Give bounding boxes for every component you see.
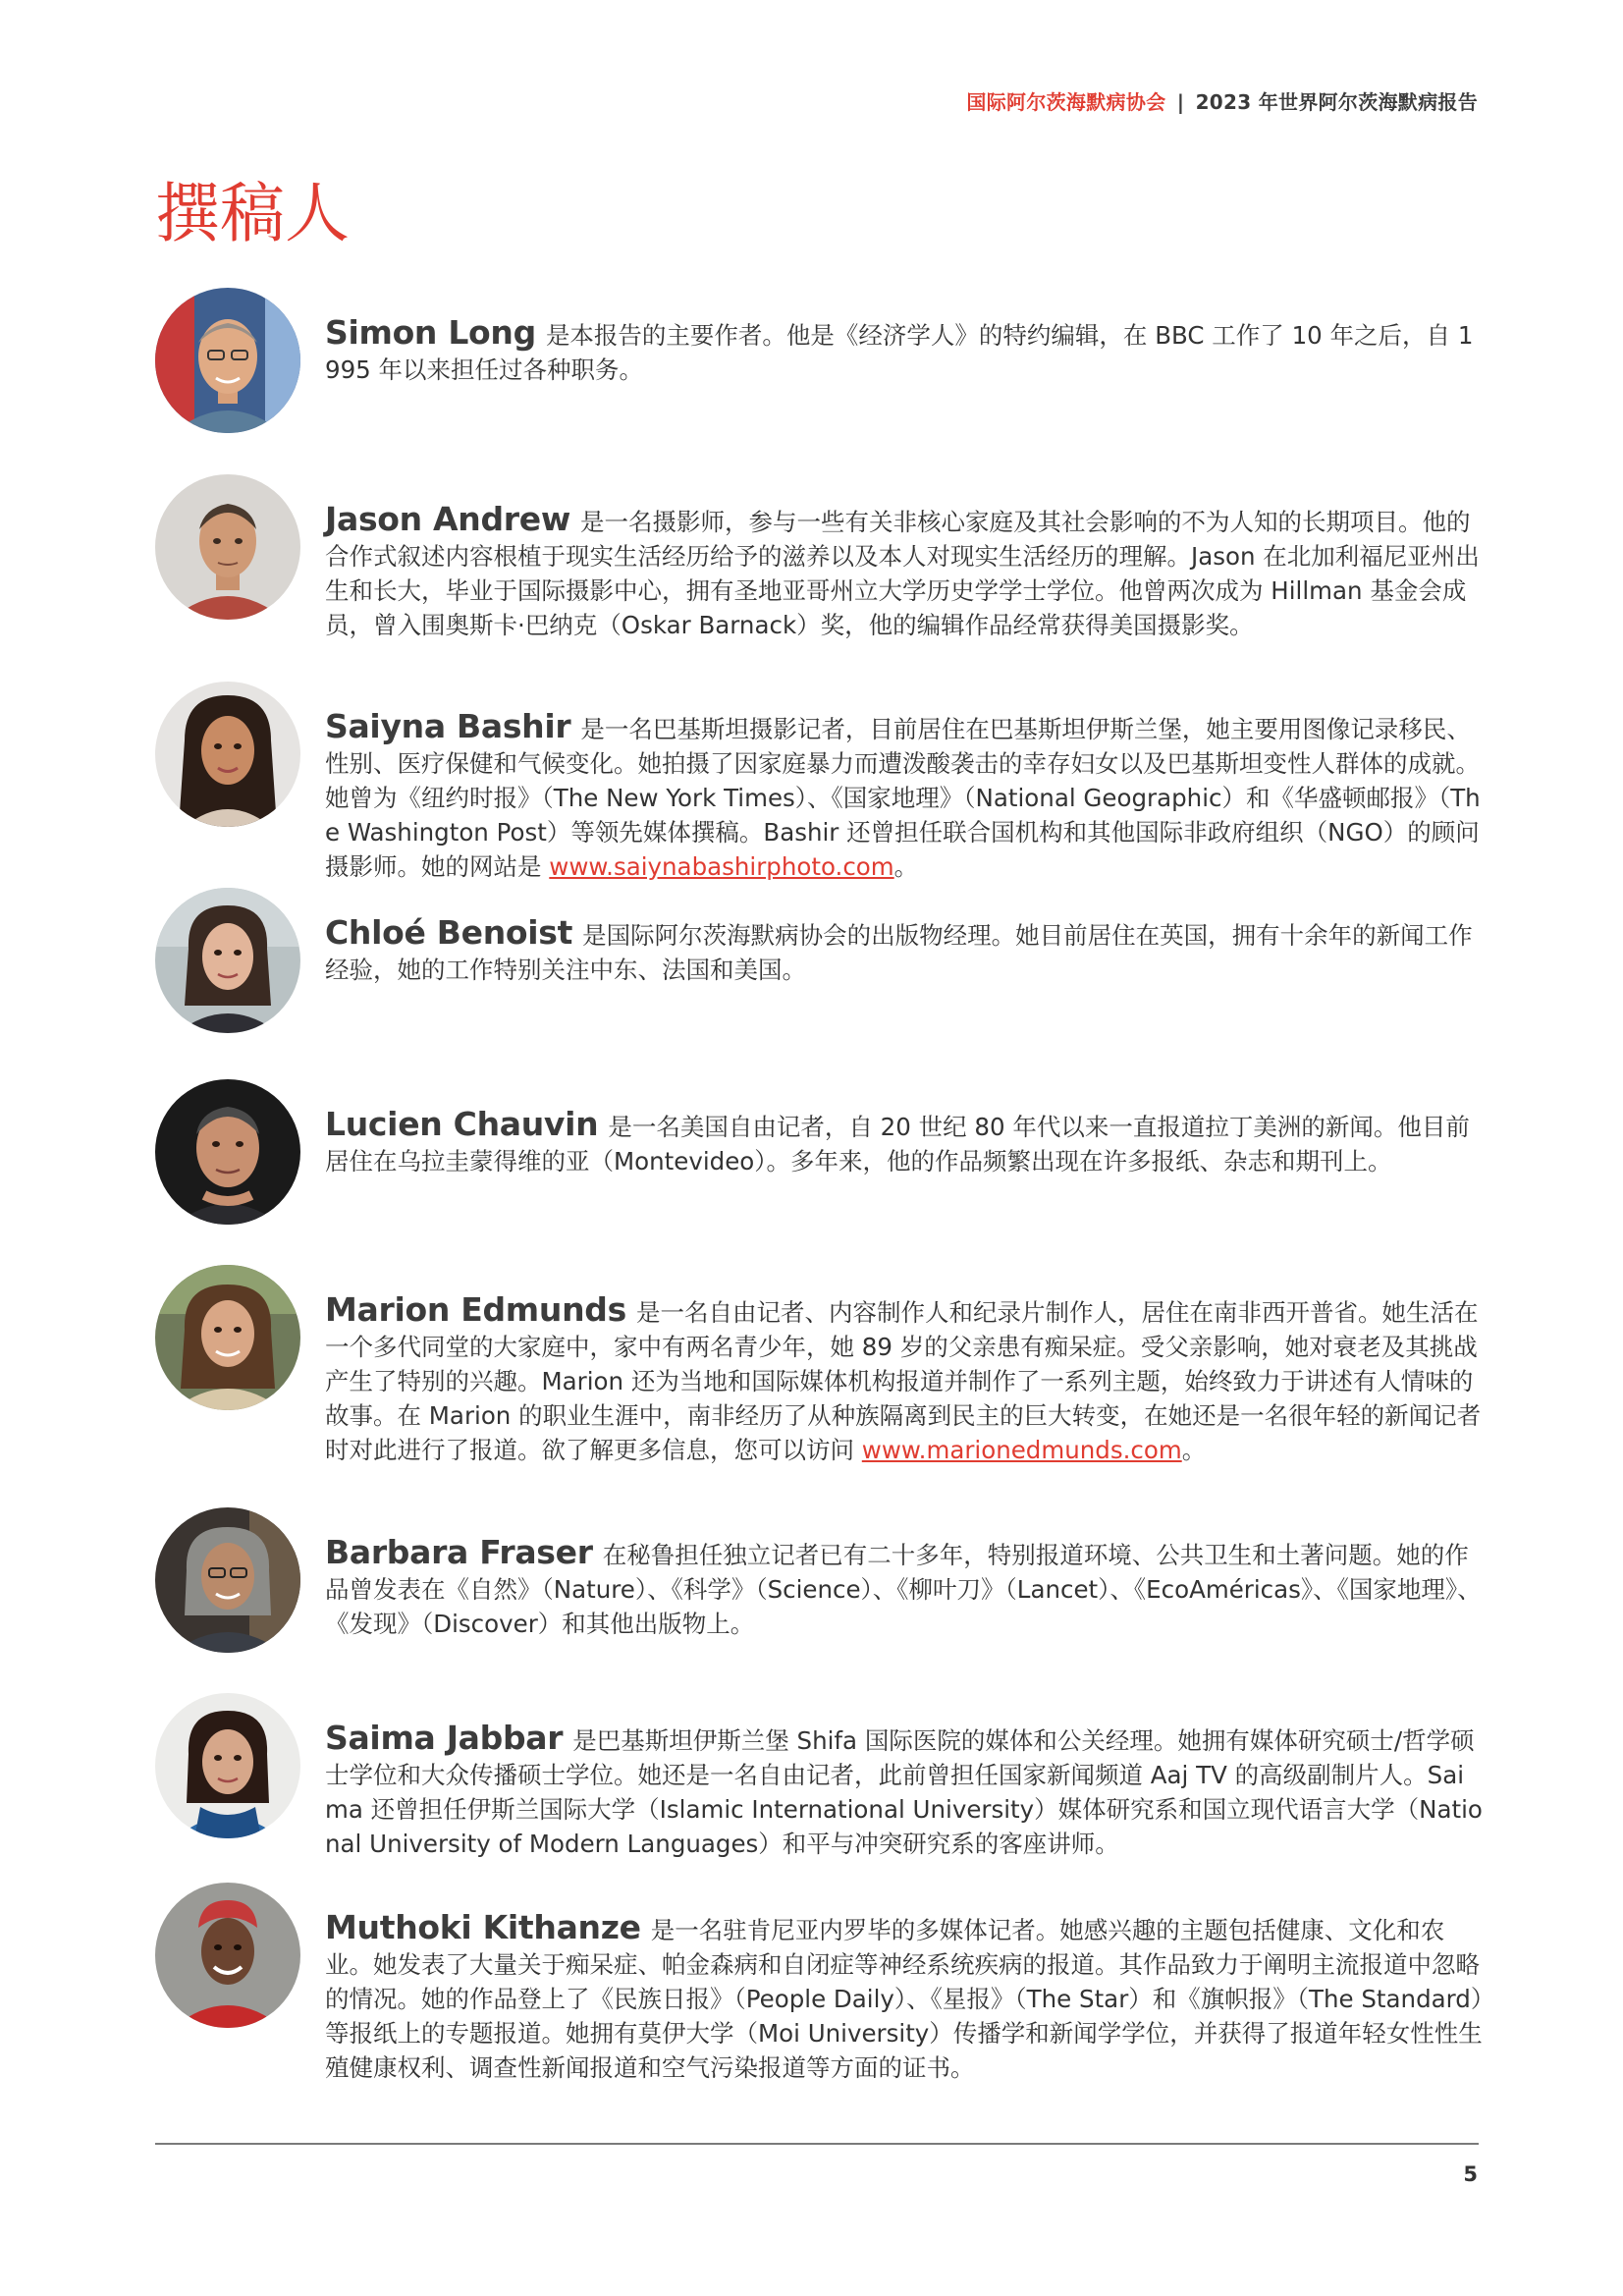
bio-text: 是一名驻肯尼亚内罗毕的多媒体记者。她感兴趣的主题包括健康、文化和农业。她发表了大量关于痴呆症、帕金森病和自闭症等神经系统疾病的报道。其作品致力于阐明主流报道中忽略的情况。她的作品登上了《民族日报》（People Daily）、《星报》（The Star）和《旗帜报》（The Standard）等报纸上的专题报道。她拥有莫伊大学（Moi University）传播学和新闻学学位，并获得了报道年轻女性性生殖健康权利、调查性新闻报道和空气污染报道等方面的证书。 [325,1916,1484,2082]
portrait-image [155,1507,300,1653]
contributor-name: Chloé Benoist [325,913,573,952]
avatar-photo [155,682,300,827]
contributor-name: Lucien Chauvin [325,1105,599,1143]
avatar-photo [155,474,300,620]
bio-text: 是本报告的主要作者。他是《经济学人》的特约编辑，在 BBC 工作了 10 年之后，自 1995 年以来担任过各种职务。 [325,321,1474,384]
bio-text: 是一名巴基斯坦摄影记者，目前居住在巴基斯坦伊斯兰堡，她主要用图像记录移民、性别、医疗保健和气候变化。她拍摄了因家庭暴力而遭泼酸袭击的幸存妇女以及巴基斯坦变性人群体的成就。她曾为《纽约时报》（The New York Times）、《国家地理》（National Geographic）和《华盛顿邮报》（The Washington Post）等领先媒体撰稿。Bashir 还曾担任联合国机构和其他国际非政府组织（NGO）的顾问摄影师。她的网站是 [325,715,1481,881]
header-organization: 国际阿尔茨海默病协会 [966,90,1166,114]
contributor-bio [325,1292,1484,1467]
contributor-name: Saima Jabbar [325,1719,564,1757]
contributor-bio [325,709,1484,884]
bio-text-end: 。 [1181,1436,1207,1464]
portrait-image [155,1079,300,1225]
contributor-bio [325,502,1484,642]
footer-divider [155,2143,1479,2145]
portrait-image [155,1693,300,1838]
contributor-name: Jason Andrew [325,500,571,538]
page-number: 5 [1463,2162,1478,2186]
contributor-name: Simon Long [325,313,536,352]
bio-text: 是国际阿尔茨海默病协会的出版物经理。她目前居住在英国，拥有十余年的新闻工作经验，她的工作特别关注中东、法国和美国。 [325,921,1473,984]
header-separator: | [1176,90,1185,114]
contributor-bio [325,1721,1484,1861]
portrait-image [155,1265,300,1410]
contributor-name: Marion Edmunds [325,1290,626,1329]
bio-text: 是一名自由记者、内容制作人和纪录片制作人，居住在南非西开普省。她生活在一个多代同堂的大家庭中，家中有两名青少年，她 89 岁的父亲患有痴呆症。受父亲影响，她对衰老及其挑战产生了特别的兴趣。Marion 还为当地和国际媒体机构报道并制作了一系列主题，始终致力于讲述有人情味的故事。在 Marion 的职业生涯中，南非经历了从种族隔离到民主的巨大转变，在她还是一名很年轻的新闻记者时对此进行了报道。欲了解更多信息，您可以访问 [325,1298,1482,1464]
portrait-image [155,288,300,433]
avatar-photo [155,888,300,1033]
website-link[interactable]: www.saiynabashirphoto.com [549,852,894,881]
contributor-bio [325,315,1484,387]
portrait-image [155,682,300,827]
running-header [966,86,1478,115]
bio-text: 是一名摄影师，参与一些有关非核心家庭及其社会影响的不为人知的长期项目。他的合作式叙述内容根植于现实生活经历给予的滋养以及本人对现实生活经历的理解。Jason 在北加利福尼亚州出生和长大，毕业于国际摄影中心，拥有圣地亚哥州立大学历史学学士学位。他曾两次成为 Hillman 基金会成员，曾入围奥斯卡·巴纳克（Oskar Barnack）奖，他的编辑作品经常获得美国摄影奖。 [325,508,1480,639]
contributor-name: Saiyna Bashir [325,707,571,745]
portrait-image [155,474,300,620]
avatar-photo [155,1079,300,1225]
contributor-bio [325,1910,1484,2085]
contributor-bio [325,1107,1484,1178]
avatar-photo [155,1883,300,2028]
bio-text: 是一名美国自由记者，自 20 世纪 80 年代以来一直报道拉丁美洲的新闻。他目前居住在乌拉圭蒙得维的亚（Montevideo）。多年来，他的作品频繁出现在许多报纸、杂志和期刊上。 [325,1113,1470,1175]
page-title: 撰稿人 [155,176,350,251]
bio-text: 在秘鲁担任独立记者已有二十多年，特别报道环境、公共卫生和土著问题。她的作品曾发表在《自然》（Nature）、《科学》（Science）、《柳叶刀》（Lancet）、《EcoAméricas》、《国家地理》、《发现》（Discover）和其他出版物上。 [325,1541,1482,1638]
contributor-name: Muthoki Kithanze [325,1908,641,1946]
avatar-photo [155,1693,300,1838]
header-report-title: 2023 年世界阿尔茨海默病报告 [1195,90,1478,114]
contributor-name: Barbara Fraser [325,1533,593,1571]
avatar-photo [155,288,300,433]
website-link[interactable]: www.marionedmunds.com [861,1436,1182,1464]
contributor-bio [325,915,1484,987]
portrait-image [155,1883,300,2028]
bio-text: 是巴基斯坦伊斯兰堡 Shifa 国际医院的媒体和公关经理。她拥有媒体研究硕士/哲学硕士学位和大众传播硕士学位。她还是一名自由记者，此前曾担任国家新闻频道 Aaj TV 的高级副制片人。Saima 还曾担任伊斯兰国际大学（Islamic International University）媒体研究系和国立现代语言大学（National University of Modern Languages）和平与冲突研究系的客座讲师。 [325,1726,1483,1858]
contributor-bio [325,1535,1484,1641]
bio-text-end: 。 [893,852,919,881]
avatar-photo [155,1265,300,1410]
avatar-photo [155,1507,300,1653]
portrait-image [155,888,300,1033]
